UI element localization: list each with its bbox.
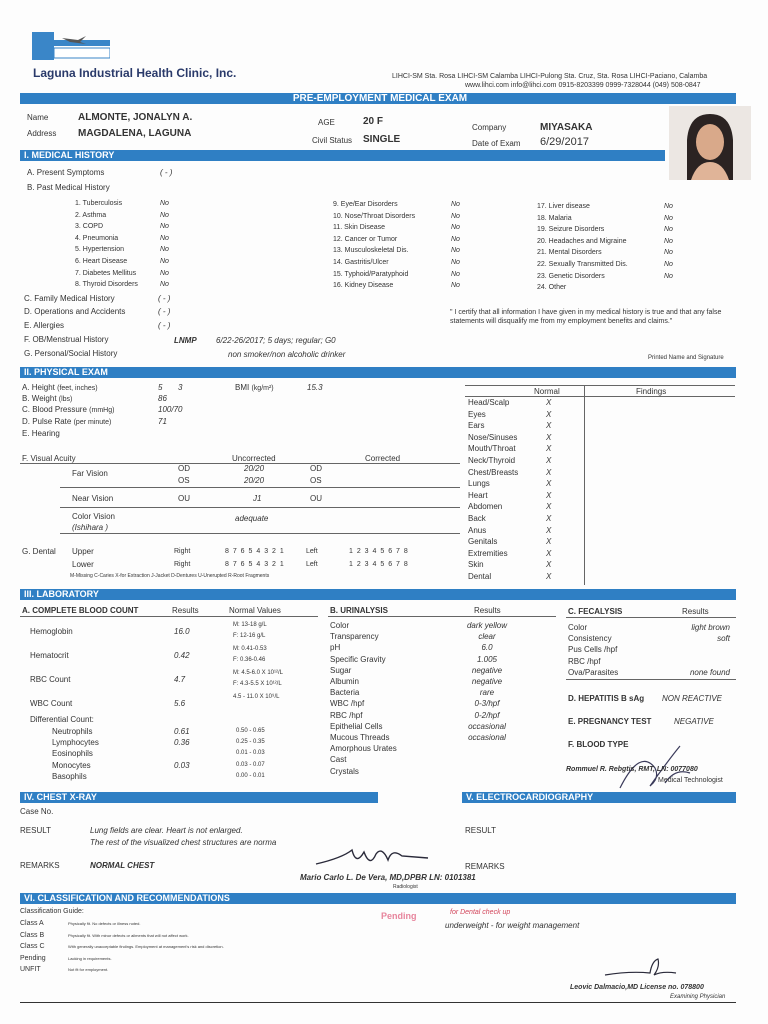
system-normal-mark: X <box>546 409 552 419</box>
cbc-label: Hematocrit <box>30 651 69 660</box>
teeth-lower-right: 8 7 6 5 4 3 2 1 <box>225 561 285 568</box>
ishihara-label: (Ishihara ) <box>72 523 109 532</box>
cbc-value: 5.6 <box>174 699 186 708</box>
hepatitis-label: D. HEPATITIS B sAg <box>568 694 645 703</box>
history-item-label: 18. Malaria <box>537 214 572 222</box>
ecg-result-label: RESULT <box>465 826 496 835</box>
urinalysis-title: B. URINALYSIS <box>330 606 388 615</box>
diff-label: Lymphocytes <box>52 738 99 748</box>
ua-label: Amorphous Urates <box>330 744 397 754</box>
present-symptoms-label: A. Present Symptoms <box>27 168 105 177</box>
dental-upper-label: Upper <box>72 547 94 556</box>
fe-value: light brown <box>691 623 730 632</box>
far-od-value: 20/20 <box>244 464 265 473</box>
system-label: Heart <box>468 490 488 500</box>
recommendation-2: underweight - for weight management <box>445 921 580 930</box>
history-item-label: 1. Tuberculosis <box>75 200 123 207</box>
ua-label: WBC /hpf <box>330 699 365 709</box>
class-label: Class B <box>20 931 45 939</box>
ob-history-code: LNMP <box>174 336 197 345</box>
classification-guide-label: Classification Guide: <box>20 908 84 915</box>
bmi-value: 15.3 <box>307 383 323 392</box>
cbc-results-header: Results <box>172 606 199 615</box>
near-ou-value: J1 <box>253 494 262 503</box>
far-od-label: OD <box>178 464 190 473</box>
ua-results-header: Results <box>474 606 501 615</box>
system-normal-mark: X <box>546 467 552 477</box>
system-normal-mark: X <box>546 560 552 570</box>
history-item-label: 12. Cancer or Tumor <box>333 235 398 243</box>
history-item-label: 8. Thyroid Disorders <box>75 281 138 289</box>
xray-result-label: RESULT <box>20 826 51 835</box>
company: MIYASAKA <box>540 122 593 133</box>
ua-label: RBC /hpf <box>330 710 363 720</box>
ua-value: occasional <box>468 721 506 731</box>
printed-name-signature: Printed Name and Signature <box>648 355 724 361</box>
operations-value: ( - ) <box>158 307 171 316</box>
diff-label: Eosinophils <box>52 749 93 759</box>
cbc-label: Hemoglobin <box>30 627 73 636</box>
ua-label: pH <box>330 643 341 653</box>
uncorrected-header: Uncorrected <box>232 454 276 463</box>
clinic-name: Laguna Industrial Health Clinic, Inc. <box>33 66 237 80</box>
cbc-label: WBC Count <box>30 699 73 708</box>
far-os-value: 20/20 <box>244 476 265 485</box>
diff-normal: 0.00 - 0.01 <box>236 772 265 779</box>
system-label: Abdomen <box>468 502 503 512</box>
social-history-value: non smoker/non alcoholic drinker <box>228 350 346 359</box>
hepatitis-value: NON REACTIVE <box>662 694 723 703</box>
xray-remarks-label: REMARKS <box>20 861 60 870</box>
class-label: Pending <box>20 954 46 962</box>
clinic-contacts: www.lihci.com info@lihci.com 0915-8203399 0999-7328044 (049) 508-0847 <box>465 82 701 89</box>
ua-label: Transparency <box>330 632 379 642</box>
bmi-label: BMI <box>235 383 250 392</box>
present-symptoms-value: ( - ) <box>160 168 173 177</box>
medtech-name: Rommuel R. Rebgtis, RMT, LN: 0077080 <box>566 766 698 773</box>
address-label: Address <box>27 129 57 138</box>
system-normal-mark: X <box>546 514 552 523</box>
fe-label: Consistency <box>568 634 612 644</box>
class-label: Class A <box>20 920 44 927</box>
ua-value: rare <box>479 688 495 698</box>
bp-value: 100/70 <box>158 405 183 414</box>
history-item-value: No <box>664 261 673 268</box>
chest-xray-header: IV. CHEST X-RAY <box>20 792 378 803</box>
class-description: With generally unacceptable findings. Employment at management's risk and discretion. <box>68 944 224 950</box>
patient-photo <box>669 106 751 180</box>
near-ou-label-2: OU <box>310 494 322 503</box>
history-item-label: 4. Pneumonia <box>75 234 119 242</box>
classification-status: Pending <box>381 911 417 921</box>
fe-label: Pus Cells /hpf <box>568 645 618 655</box>
exam-date: 6/29/2017 <box>540 136 589 148</box>
near-ou-label: OU <box>178 494 190 503</box>
system-label: Skin <box>468 560 484 570</box>
cbc-normal-1: M: 13-18 g/L <box>233 622 267 628</box>
cbc-normal-1: M: 4.5-6.0 X 10¹²/L <box>233 670 284 676</box>
family-history-value: ( - ) <box>158 294 171 303</box>
dental-upper-left-label: Left <box>306 548 318 555</box>
bp-label: C. Blood Pressure <box>22 405 87 414</box>
history-item-value: No <box>160 223 169 231</box>
history-item-label: 24. Other <box>537 284 567 292</box>
system-label: Head/Scalp <box>468 398 510 407</box>
history-item-value: No <box>451 201 460 208</box>
ua-label: Albumin <box>330 677 359 686</box>
history-item-value: No <box>664 249 673 257</box>
physician-name: Leovic Dalmacio,MD License no. 078800 <box>570 984 704 991</box>
dental-label: G. Dental <box>22 547 56 556</box>
company-label: Company <box>472 123 507 132</box>
xray-remarks-value: NORMAL CHEST <box>90 861 155 870</box>
history-item-label: 16. Kidney Disease <box>333 282 394 290</box>
color-vision-value: adequate <box>235 514 269 523</box>
history-item-label: 15. Typhoid/Paratyphoid <box>333 270 409 278</box>
height-feet: 5 <box>158 383 163 392</box>
diff-normal: 0.25 - 0.35 <box>236 739 265 746</box>
history-item-value: No <box>664 214 673 222</box>
ecg-remarks-label: REMARKS <box>465 862 505 871</box>
social-history-label: G. Personal/Social History <box>24 349 118 358</box>
class-label: Class C <box>20 943 45 951</box>
height-label: A. Height <box>22 383 55 392</box>
findings-header: Findings <box>636 387 667 396</box>
laboratory-header: III. LABORATORY <box>20 589 736 600</box>
history-item-label: 11. Skin Disease <box>333 224 386 232</box>
class-description: Physically fit. No defects or illness noted. <box>68 921 141 926</box>
history-item-label: 14. Gastritis/Ulcer <box>333 259 389 266</box>
fe-label: Ova/Parasites <box>568 667 619 677</box>
diff-normal: 0.03 - 0.07 <box>236 761 265 768</box>
dental-lower-right-label: Right <box>174 561 191 568</box>
ua-label: Crystals <box>330 766 359 776</box>
system-label: Genitals <box>468 537 498 547</box>
cbc-value: 16.0 <box>174 627 190 636</box>
physician-signature <box>600 955 680 985</box>
cbc-title: A. COMPLETE BLOOD COUNT <box>22 606 139 615</box>
xray-result-line-2: The rest of the visualized chest structures are norma <box>90 838 277 847</box>
classification-header: VI. CLASSIFICATION AND RECOMMENDATIONS <box>20 893 736 904</box>
diff-value: 0.61 <box>174 727 190 736</box>
diff-label: Neutrophils <box>52 727 93 736</box>
history-item-value: No <box>451 247 460 255</box>
history-item-value: No <box>664 203 673 210</box>
civil-status: SINGLE <box>363 134 401 145</box>
pulse-unit: (per minute) <box>73 419 112 426</box>
ua-label: Specific Gravity <box>330 654 386 664</box>
history-item-label: 9. Eye/Ear Disorders <box>333 201 398 208</box>
family-history-label: C. Family Medical History <box>24 294 115 303</box>
near-vision-label: Near Vision <box>72 494 114 503</box>
normal-header: Normal <box>534 387 560 396</box>
ua-label: Epithelial Cells <box>330 721 383 731</box>
far-vision-label: Far Vision <box>72 469 108 478</box>
history-item-label: 13. Musculoskeletal Dis. <box>333 247 409 255</box>
history-item-label: 17. Liver disease <box>537 203 590 210</box>
cbc-value: 4.7 <box>174 675 186 684</box>
far-od-label-2: OD <box>310 464 322 473</box>
history-item-value: No <box>451 212 460 220</box>
pregnancy-label: E. PREGNANCY TEST <box>568 717 652 726</box>
system-label: Ears <box>468 421 485 431</box>
system-label: Chest/Breasts <box>468 467 519 477</box>
fe-label: Color <box>568 623 588 632</box>
clinic-logo <box>30 30 110 62</box>
fe-results-header: Results <box>682 607 709 616</box>
allergies-value: ( - ) <box>158 321 171 330</box>
cbc-value: 0.42 <box>174 651 190 660</box>
system-normal-mark: X <box>546 479 552 489</box>
pregnancy-value: NEGATIVE <box>674 717 714 726</box>
history-item-value: No <box>664 226 673 234</box>
history-item-label: 10. Nose/Throat Disorders <box>333 212 416 220</box>
history-item-label: 19. Seizure Disorders <box>537 226 605 234</box>
history-item-value: No <box>160 246 169 254</box>
fe-value: none found <box>689 667 730 677</box>
ua-label: Bacteria <box>330 688 360 698</box>
cbc-normal-2: F: 4.3-5.5 X 10¹²/L <box>233 681 282 687</box>
system-normal-mark: X <box>546 398 552 407</box>
history-item-value: No <box>451 282 460 290</box>
cbc-label: RBC Count <box>30 675 71 684</box>
operations-label: D. Operations and Accidents <box>24 307 126 316</box>
corrected-header: Corrected <box>365 454 401 463</box>
history-item-value: No <box>160 269 169 277</box>
pulse-value: 71 <box>158 417 167 426</box>
history-item-value: No <box>451 235 460 243</box>
exam-date-label: Date of Exam <box>472 139 521 148</box>
system-normal-mark: X <box>546 525 552 535</box>
blood-type-label: F. BLOOD TYPE <box>568 740 629 749</box>
history-item-value: No <box>664 237 673 245</box>
class-description: Not fit for employment. <box>68 967 109 973</box>
history-item-label: 2. Asthma <box>75 211 107 219</box>
system-normal-mark: X <box>546 421 552 431</box>
system-normal-mark: X <box>546 537 552 547</box>
diff-label: Basophils <box>52 771 87 781</box>
system-label: Extremities <box>468 548 508 558</box>
ua-label: Mucous Threads <box>330 733 390 742</box>
history-item-label: 6. Heart Disease <box>75 258 128 265</box>
system-normal-mark: X <box>546 456 552 465</box>
height-inches: 3 <box>178 383 183 392</box>
system-label: Nose/Sinuses <box>468 432 518 442</box>
history-item-label: 7. Diabetes Mellitus <box>75 269 137 277</box>
visual-acuity-label: F. Visual Acuity <box>22 454 76 463</box>
system-normal-mark: X <box>546 444 552 454</box>
ua-label: Sugar <box>330 665 352 675</box>
past-history-label: B. Past Medical History <box>27 183 110 192</box>
history-item-label: 20. Headaches and Migraine <box>537 237 627 245</box>
diff-normal: 0.50 - 0.65 <box>236 728 265 734</box>
diff-label: Monocytes <box>52 760 91 770</box>
cbc-normal-2: F: 12-16 g/L <box>233 633 266 639</box>
radiologist-title: Radiologist <box>393 884 418 890</box>
history-item-value: No <box>451 224 460 232</box>
history-item-label: 23. Genetic Disorders <box>537 272 605 280</box>
case-no-label: Case No. <box>20 807 54 816</box>
medical-history-header: I. MEDICAL HISTORY <box>20 150 665 161</box>
radiologist-name: Mario Carlo L. De Vera, MD,DPBR LN: 0101381 <box>300 873 476 882</box>
history-item-value: No <box>160 281 169 289</box>
diff-normal: 0.01 - 0.03 <box>236 750 265 757</box>
ua-value: negative <box>471 665 503 675</box>
age-label: AGE <box>318 118 335 127</box>
class-description: Lacking in requirements. <box>68 955 112 961</box>
cbc-normal-header: Normal Values <box>229 606 281 615</box>
clinic-branches: LIHCI-SM Sta. Rosa LIHCI-SM Calamba LIHCI-Pulong Sta. Cruz, Sta. Rosa LIHCI-Paciano, Calamba <box>392 73 708 80</box>
xray-result-line-1: Lung fields are clear. Heart is not enlarged. <box>90 826 243 835</box>
fecalysis-title: C. FECALYSIS <box>568 607 623 616</box>
system-normal-mark: X <box>546 572 552 581</box>
history-item-value: No <box>160 258 169 265</box>
history-item-value: No <box>160 211 169 219</box>
history-item-label: 22. Sexually Transmitted Dis. <box>537 261 628 268</box>
teeth-lower-left: 1 2 3 4 5 6 7 8 <box>349 561 409 568</box>
weight-unit: (lbs) <box>58 396 73 403</box>
system-label: Neck/Thyroid <box>468 456 516 465</box>
ua-value: 6.0 <box>481 643 493 653</box>
ua-value: 1.005 <box>476 654 498 664</box>
bmi-unit: (kg/m²) <box>251 385 274 392</box>
system-label: Anus <box>468 525 487 535</box>
allergies-label: E. Allergies <box>24 321 65 330</box>
system-normal-mark: X <box>546 502 552 512</box>
history-item-value: No <box>664 272 673 280</box>
ua-value: 0-3/hpf <box>474 699 500 709</box>
ob-history-label: F. OB/Menstrual History <box>24 335 109 344</box>
history-item-value: No <box>160 234 169 242</box>
ua-label: Color <box>330 621 350 630</box>
system-label: Eyes <box>468 409 486 419</box>
dental-upper-right-label: Right <box>174 548 191 555</box>
medtech-title: Medical Technologist <box>658 777 723 784</box>
cbc-normal-1: 4.5 - 11.0 X 10⁹/L <box>233 694 280 700</box>
ua-label: Cast <box>330 755 347 765</box>
system-label: Dental <box>468 572 492 581</box>
ecg-header: V. ELECTROCARDIOGRAPHY <box>462 792 736 803</box>
ua-value: clear <box>478 632 496 642</box>
cbc-normal-1: M: 0.41-0.53 <box>233 646 267 652</box>
fe-label: RBC /hpf <box>568 656 601 666</box>
history-item-label: 5. Hypertension <box>75 246 125 254</box>
name-label: Name <box>27 113 49 122</box>
civil-status-label: Civil Status <box>312 136 353 145</box>
history-item-value: No <box>451 259 460 266</box>
radiologist-signature <box>312 838 432 874</box>
color-vision-label: Color Vision <box>72 512 115 521</box>
system-label: Back <box>468 514 486 523</box>
system-normal-mark: X <box>546 490 552 500</box>
physician-title: Examining Physician <box>670 994 726 1000</box>
physical-exam-header: II. PHYSICAL EXAM <box>20 367 736 378</box>
cbc-normal-2: F: 0.36-0.46 <box>233 657 266 663</box>
class-label: UNFIT <box>20 966 41 974</box>
history-item-label: 3. COPD <box>75 223 104 231</box>
system-label: Lungs <box>468 479 490 489</box>
patient-age: 20 F <box>363 116 384 127</box>
far-os-label-2: OS <box>310 476 322 485</box>
ua-value: negative <box>471 677 503 686</box>
system-normal-mark: X <box>546 548 552 558</box>
pulse-label: D. Pulse Rate <box>22 417 72 426</box>
dental-legend: M-Missing C-Caries X-for Extraction J-Jacket D-Dentures U-Unerupted R-Root Fragments <box>70 573 270 579</box>
ua-value: dark yellow <box>466 621 507 630</box>
recommendation-1: for Dental check up <box>450 909 511 916</box>
history-item-label: 21. Mental Disorders <box>537 249 602 257</box>
history-item-value: No <box>160 200 169 207</box>
form-title: PRE-EMPLOYMENT MEDICAL EXAM <box>20 93 736 104</box>
hearing-label: E. Hearing <box>22 429 60 438</box>
far-os-label: OS <box>178 476 190 485</box>
weight-value: 86 <box>158 394 167 403</box>
certification-statement: " I certify that all information I have given in my medical history is true and that any false statements will disqualify me from my employment benefits and claims." <box>450 309 722 325</box>
ua-value: occasional <box>468 733 506 742</box>
bp-unit: (mmHg) <box>89 407 115 414</box>
teeth-upper-left: 1 2 3 4 5 6 7 8 <box>349 548 409 555</box>
fe-value: soft <box>717 634 730 644</box>
ob-history-value: 6/22-26/2017; 5 days; regular; G0 <box>216 336 336 345</box>
ua-value: 0-2/hpf <box>474 710 500 720</box>
history-item-value: No <box>451 270 460 278</box>
patient-name: ALMONTE, JONALYN A. <box>78 112 193 123</box>
teeth-upper-right: 8 7 6 5 4 3 2 1 <box>225 548 285 555</box>
system-label: Mouth/Throat <box>468 444 516 454</box>
system-normal-mark: X <box>546 432 552 442</box>
dental-lower-left-label: Left <box>306 561 318 568</box>
diff-value: 0.03 <box>174 760 190 770</box>
weight-label: B. Weight <box>22 394 57 403</box>
differential-label: Differential Count: <box>30 715 94 724</box>
patient-address: MAGDALENA, LAGUNA <box>78 128 192 139</box>
dental-lower-label: Lower <box>72 560 94 569</box>
class-description: Physically fit. With minor defects or ailments that will not affect work. <box>68 932 189 938</box>
height-unit: (feet, inches) <box>57 385 98 392</box>
diff-value: 0.36 <box>174 738 190 748</box>
